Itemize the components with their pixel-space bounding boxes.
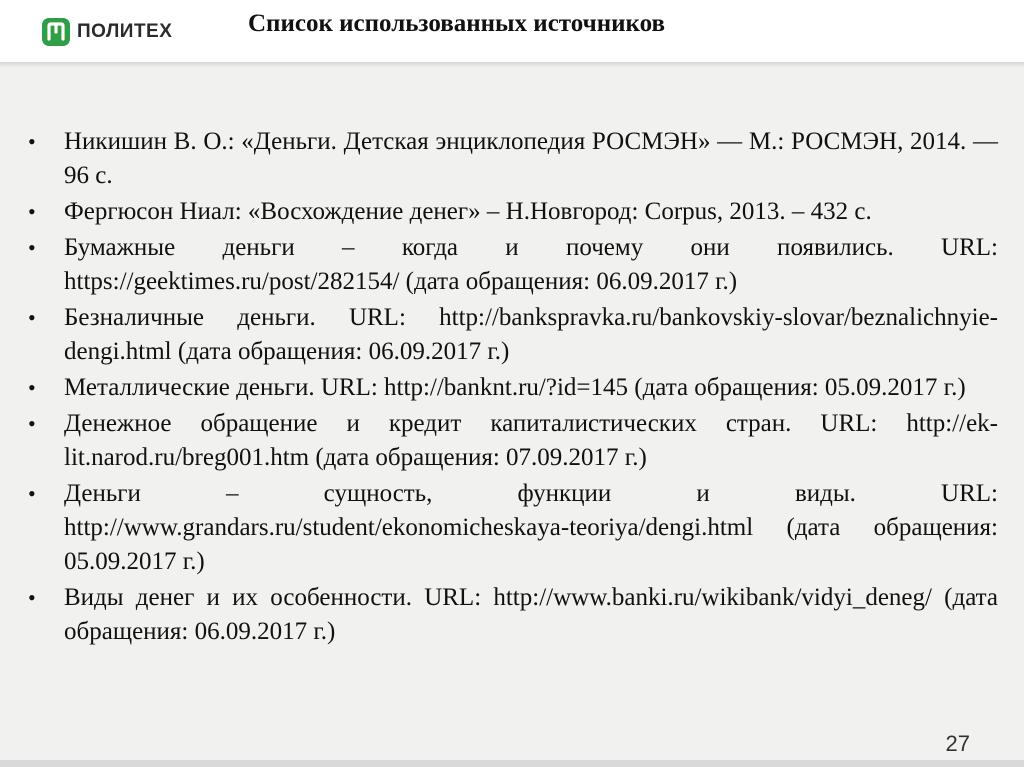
bullet-icon: • [28,375,36,400]
reference-item [28,301,998,369]
bullet-icon: • [28,235,36,260]
slide-content [0,67,1024,767]
reference-item [28,125,998,193]
bullet-icon: • [28,585,36,610]
reference-text: Безналичные деньги. URL: http://bankspravka.ru/bankovskiy-slovar/beznalichnyie-dengi.html (дата обращения: 06.09.2017 г.) [64,304,998,365]
reference-text: Денежное обращение и кредит капиталистических стран. URL: http://ek-lit.narod.ru/breg001.htm (дата обращения: 07.09.2017 г.) [64,410,998,471]
reference-text: Бумажные деньги – когда и почему они появились. URL: https://geektimes.ru/post/282154/ (дата обращения: 06.09.2017 г.) [64,234,998,295]
reference-item [28,581,998,649]
reference-item [28,231,998,299]
logo-text: ПОЛИТЕХ [77,21,173,42]
reference-text: Металлические деньги. URL: http://banknt.ru/?id=145 (дата обращения: 05.09.2017 г.) [64,374,966,401]
reference-item [28,477,998,579]
reference-text: Никишин В. О.: «Деньги. Детская энциклопедия РОСМЭН» — М.: РОСМЭН, 2014. — 96 с. [64,128,998,189]
reference-text: Деньги – сущность, функции и виды. URL: http://www.grandars.ru/student/ekonomicheskaya-teoriya/dengi.html (дата обращения: 05.09.2017 г.) [64,480,998,575]
bullet-icon: • [28,481,36,506]
slide-header [0,0,1024,62]
slide-title: Список использованных источников [248,10,665,37]
reference-item [28,407,998,475]
references-list [28,125,998,651]
bullet-icon: • [28,129,36,154]
politech-logo-icon [42,18,70,46]
page-number: 27 [945,731,970,756]
bullet-icon: • [28,199,36,224]
reference-item [28,371,998,405]
bullet-icon: • [28,411,36,436]
logo [42,17,172,47]
reference-item [28,195,998,229]
footer-bar [0,760,1024,767]
bullet-icon: • [28,305,36,330]
reference-text: Виды денег и их особенности. URL: http://www.banki.ru/wikibank/vidyi_deneg/ (дата обращения: 06.09.2017 г.) [64,584,998,645]
reference-text: Фергюсон Ниал: «Восхождение денег» – Н.Новгород: Corpus, 2013. – 432 с. [64,198,872,225]
